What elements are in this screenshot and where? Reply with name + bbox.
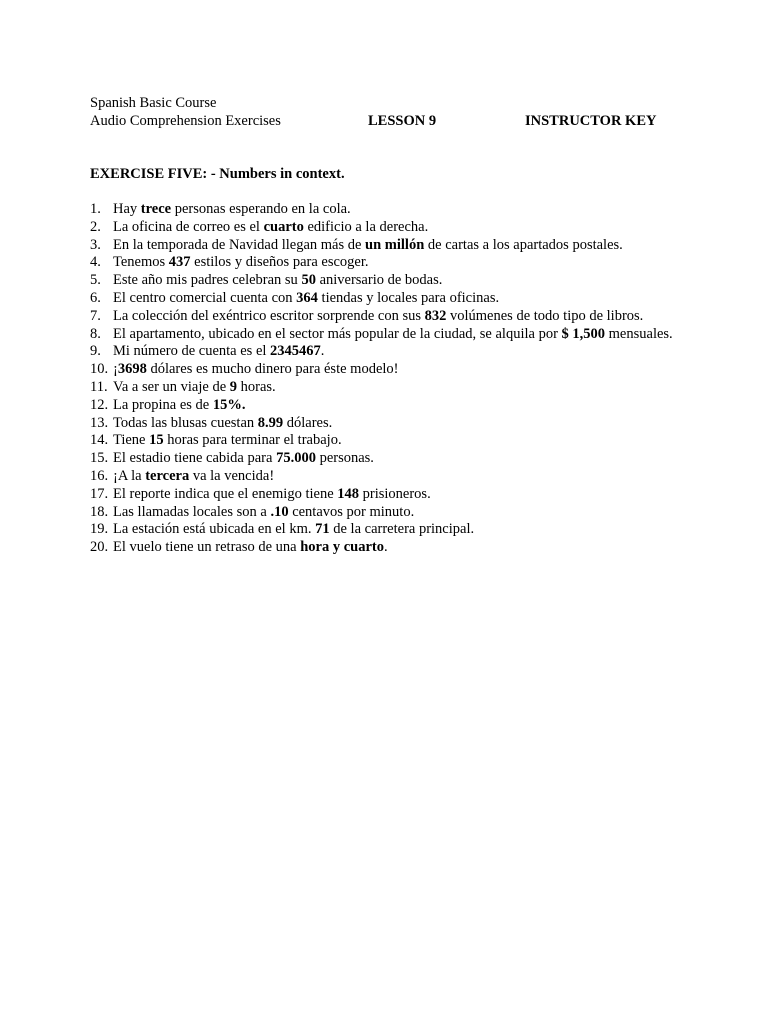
item-text: La oficina de correo es el xyxy=(113,218,264,235)
item-text: ¡ xyxy=(113,361,118,378)
list-item xyxy=(90,254,690,272)
list-item xyxy=(90,539,690,557)
item-answer: 2345467 xyxy=(270,343,321,360)
item-text: volúmenes de todo tipo de libros. xyxy=(446,307,644,324)
exercise-list xyxy=(90,201,690,557)
list-item xyxy=(90,450,690,468)
list-item xyxy=(90,504,690,522)
item-text: La propina es de xyxy=(113,396,213,413)
item-text: En la temporada de Navidad llegan más de xyxy=(113,236,366,253)
list-item xyxy=(90,361,690,379)
item-answer: 832 xyxy=(424,307,447,324)
item-number: 5. xyxy=(90,272,101,289)
item-text: dólares. xyxy=(283,414,333,431)
list-item xyxy=(90,237,690,255)
item-text: Todas las blusas cuestan xyxy=(113,414,258,431)
item-text: ¡A la xyxy=(113,467,146,484)
item-text: de cartas a los apartados postales. xyxy=(424,236,623,253)
item-answer: trece xyxy=(140,201,172,217)
item-text: estilos y diseños para escoger. xyxy=(190,254,369,271)
item-text: tiendas y locales para oficinas. xyxy=(317,289,500,306)
header-row xyxy=(90,112,710,130)
item-answer: 364 xyxy=(296,289,318,306)
list-item xyxy=(90,308,690,326)
item-text: Va a ser un viaje de xyxy=(113,378,230,395)
item-number: 16. xyxy=(90,467,109,484)
item-number: 15. xyxy=(90,450,109,467)
item-text: prisioneros. xyxy=(359,485,431,502)
item-number: 18. xyxy=(90,503,109,520)
item-text: El estadio tiene cabida para xyxy=(113,450,277,467)
item-number: 19. xyxy=(90,521,109,538)
item-text: La colección del exéntrico escritor sorprende con sus xyxy=(113,307,425,324)
item-answer: tercera xyxy=(145,467,190,484)
item-answer: .10 xyxy=(270,503,289,520)
item-number: 17. xyxy=(90,485,109,502)
item-number: 1. xyxy=(90,201,101,217)
list-item xyxy=(90,397,690,415)
item-text: . xyxy=(384,539,388,556)
exercise-title: EXERCISE FIVE: - Numbers in context. xyxy=(90,166,345,182)
item-number: 8. xyxy=(90,325,101,342)
item-text: aniversario de bodas. xyxy=(315,272,443,289)
item-number: 2. xyxy=(90,218,101,235)
item-answer: 71 xyxy=(315,521,330,538)
item-number: 14. xyxy=(90,432,109,449)
item-text: mensuales. xyxy=(605,325,673,342)
item-text: Tiene xyxy=(113,432,150,449)
item-number: 10. xyxy=(90,361,109,378)
item-answer: hora y cuarto xyxy=(300,539,384,556)
item-answer: 75.000 xyxy=(276,450,316,467)
list-item xyxy=(90,521,690,539)
item-number: 7. xyxy=(90,307,101,324)
list-item xyxy=(90,290,690,308)
list-item xyxy=(90,415,690,433)
item-answer: 15%. xyxy=(212,396,246,413)
item-text: horas para terminar el trabajo. xyxy=(163,432,342,449)
list-item xyxy=(90,326,690,344)
item-answer: 15 xyxy=(149,432,164,449)
item-text: Las llamadas locales son a xyxy=(113,503,271,520)
item-number: 13. xyxy=(90,414,109,431)
list-item xyxy=(90,201,690,219)
item-number: 9. xyxy=(90,343,101,360)
item-number: 6. xyxy=(90,289,101,306)
list-item xyxy=(90,343,690,361)
item-answer: 148 xyxy=(337,485,360,502)
item-answer: 3698 xyxy=(117,361,147,378)
item-text: La estación está ubicada en el km. xyxy=(113,521,316,538)
item-answer: 8.99 xyxy=(257,414,284,431)
list-item xyxy=(90,219,690,237)
item-answer: un millón xyxy=(365,236,425,253)
item-text: personas esperando en la cola. xyxy=(171,201,351,217)
instructor-key-label: INSTRUCTOR KEY xyxy=(525,113,657,129)
list-item xyxy=(90,379,690,397)
item-text: Este año mis padres celebran su xyxy=(113,272,302,289)
course-title: Spanish Basic Course xyxy=(90,95,217,111)
exercises-title: Audio Comprehension Exercises xyxy=(90,113,281,129)
item-text: . xyxy=(320,343,325,360)
item-answer: cuarto xyxy=(263,218,304,235)
item-text: edificio a la derecha. xyxy=(303,218,429,235)
item-answer: 437 xyxy=(168,254,191,271)
lesson-label: LESSON 9 xyxy=(368,113,437,129)
item-text: dólares es mucho dinero para éste modelo! xyxy=(146,361,399,378)
item-text: Tenemos xyxy=(113,254,169,271)
item-text: El centro comercial cuenta con xyxy=(113,289,297,306)
list-item xyxy=(90,432,690,450)
item-answer: 50 xyxy=(301,272,316,289)
item-number: 4. xyxy=(90,254,101,271)
list-item xyxy=(90,272,690,290)
item-text: de la carretera principal. xyxy=(329,521,475,538)
item-text: El reporte indica que el enemigo tiene xyxy=(113,485,338,502)
item-text: personas. xyxy=(315,450,374,467)
list-item xyxy=(90,468,690,486)
item-number: 12. xyxy=(90,396,109,413)
item-text: El apartamento, ubicado en el sector más popular de la ciudad, se alquila por xyxy=(113,325,562,342)
item-answer: $ 1,500 xyxy=(561,325,606,342)
item-number: 11. xyxy=(90,378,108,395)
item-text: centavos por minuto. xyxy=(288,503,415,520)
item-text: El vuelo tiene un retraso de una xyxy=(113,539,301,556)
item-text: Mi número de cuenta es el xyxy=(113,343,271,360)
item-text: Hay xyxy=(113,201,141,217)
item-answer: 9 xyxy=(229,378,238,395)
item-text: horas. xyxy=(237,378,276,395)
item-number: 20. xyxy=(90,539,109,556)
item-number: 3. xyxy=(90,236,101,253)
list-item xyxy=(90,486,690,504)
item-text: va la vencida! xyxy=(189,467,275,484)
